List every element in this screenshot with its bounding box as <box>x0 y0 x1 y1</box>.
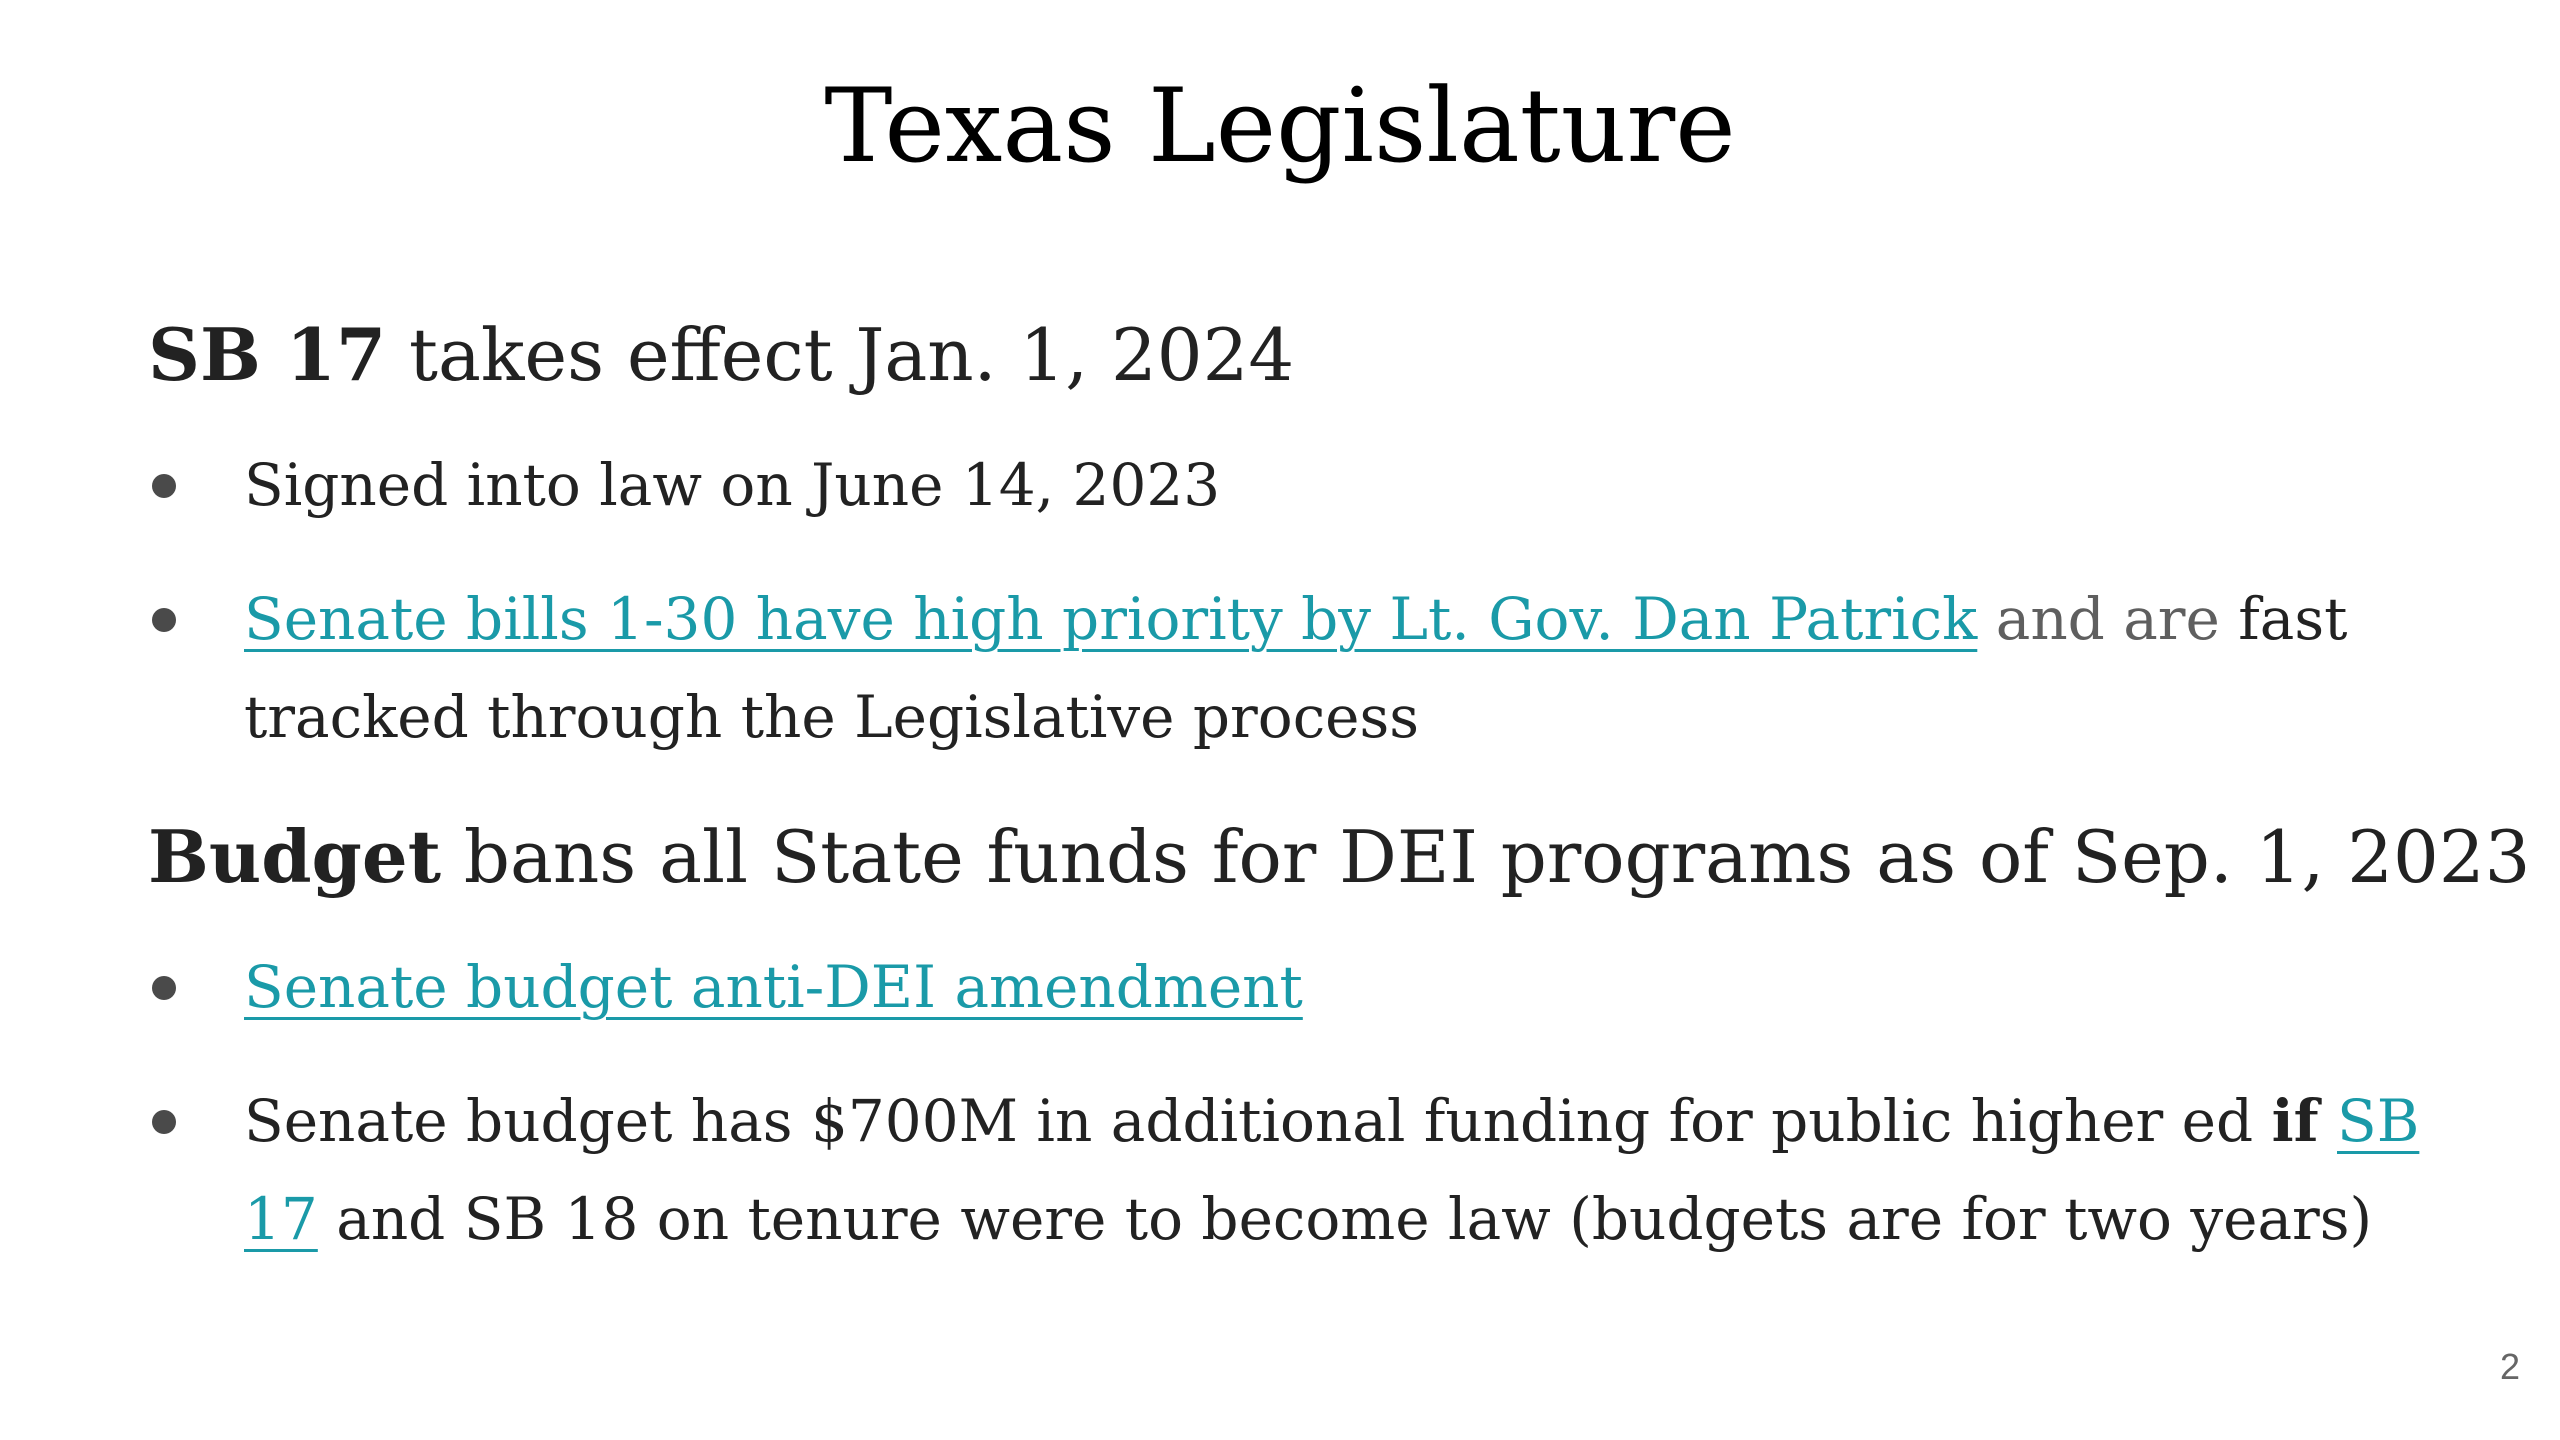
bullet-dot-icon <box>152 608 176 632</box>
slide-content <box>148 300 2531 1304</box>
heading-text-budget: bans all State funds for DEI programs as of Sep. 1, 2023 <box>440 815 2531 899</box>
bullet-dot-icon <box>152 976 176 1000</box>
sb17-link[interactable]: SB 17 <box>244 1087 2420 1253</box>
list-item-priority <box>148 570 2478 766</box>
budget-bullet-list <box>148 938 2478 1268</box>
senate-bills-priority-link[interactable]: Senate bills 1-30 have high priority by Lt. Gov. Dan Patrick <box>244 585 1978 653</box>
list-item-amendment <box>148 938 2478 1036</box>
heading-bold-budget: Budget <box>148 814 441 899</box>
bullet-text-signed: Signed into law on June 14, 2023 <box>244 451 1221 519</box>
bullet-dot-icon <box>152 1110 176 1134</box>
list-item-signed <box>148 436 2478 534</box>
bullet-bold-if: if <box>2271 1087 2319 1155</box>
section-heading-sb17 <box>148 300 2478 410</box>
heading-text-sb17: takes effect Jan. 1, 2024 <box>386 313 1295 397</box>
bullet-connector-text: and are <box>1977 585 2239 653</box>
bullet-text-fast-tracked: fast tracked through the Legislative process <box>244 585 2348 751</box>
list-item-funding <box>148 1072 2478 1268</box>
heading-bold-sb17: SB 17 <box>148 312 387 397</box>
bullet-text-funding: Senate budget has $700M in additional funding for public higher ed <box>244 1087 2272 1155</box>
bullet-space <box>2319 1087 2337 1155</box>
page-number: 2 <box>2499 1346 2520 1387</box>
section-heading-budget <box>148 802 2531 912</box>
slide-title: Texas Legislature <box>824 67 1736 186</box>
senate-budget-amendment-link[interactable]: Senate budget anti-DEI amendment <box>244 953 1303 1021</box>
sb17-bullet-list <box>148 436 2478 766</box>
bullet-dot-icon <box>152 474 176 498</box>
bullet-text-tenure: and SB 18 on tenure were to become law (budgets are for two years) <box>317 1185 2373 1253</box>
